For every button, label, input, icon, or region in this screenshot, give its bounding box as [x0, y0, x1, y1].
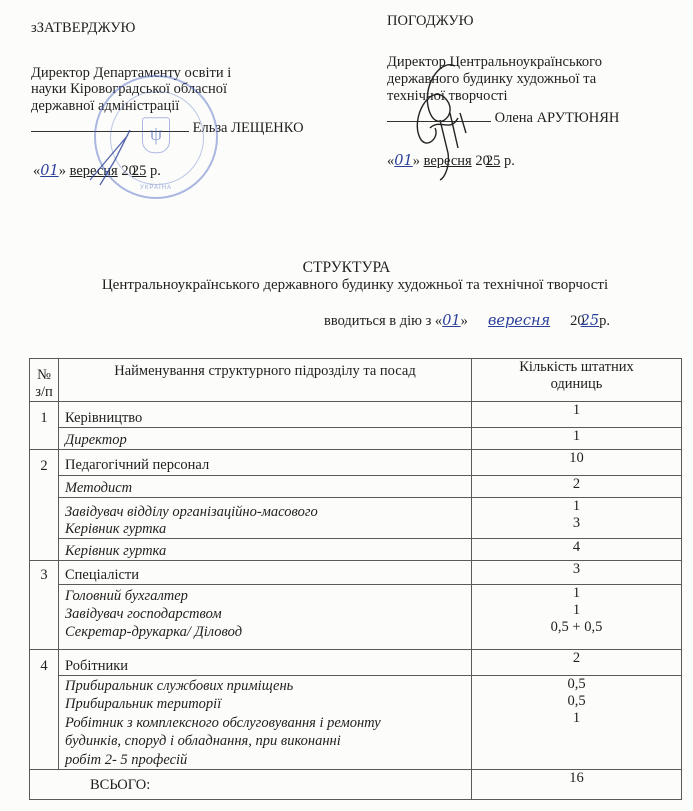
section-name: Робітники — [59, 649, 472, 675]
approve-heading: зЗАТВЕРДЖУЮ — [31, 20, 136, 36]
position-name — [59, 584, 472, 649]
position-qty: 4 — [472, 538, 682, 560]
table-total-row — [30, 770, 682, 800]
section-num: 3 — [30, 560, 59, 584]
qty-line: 1 — [572, 497, 581, 514]
position-qty — [472, 584, 682, 649]
effective-date — [324, 313, 610, 330]
approve-date-month: вересня — [69, 163, 118, 179]
effective-prefix: вводиться в дію з « — [324, 313, 443, 329]
position-line: Прибиральник території — [65, 696, 222, 712]
table-row — [30, 475, 682, 497]
signature-mark-agree — [400, 58, 480, 183]
position-qty — [472, 675, 682, 770]
header-num-line1: № — [37, 367, 51, 383]
empty-num-cell — [30, 475, 59, 497]
position-line: будинків, споруд і обладнання, при виконанні — [65, 733, 341, 749]
position-name: Керівник гуртка — [59, 538, 472, 560]
table-row — [30, 538, 682, 560]
approve-signatory: Ельза ЛЕЩЕНКО — [192, 120, 304, 136]
agree-date-month: вересня — [423, 153, 472, 169]
position-line: Керівник гуртка — [65, 520, 167, 537]
header-qty-line1: Кількість штатних — [519, 359, 634, 375]
header-qty — [472, 359, 682, 402]
signature-mark-approve — [80, 125, 140, 195]
approve-date-suffix: р. — [149, 163, 161, 179]
effective-day: 01 — [442, 313, 461, 329]
qty-line: 0,5 + 0,5 — [550, 618, 603, 635]
agree-date-suffix: р. — [503, 153, 515, 169]
quote-close: » — [58, 163, 66, 179]
agree-date-day: 01 — [394, 153, 413, 169]
approve-position-line-1: Директор Департаменту освіти і — [31, 65, 232, 81]
section-num: 1 — [30, 402, 59, 428]
table-row-section — [30, 560, 682, 584]
table-row — [30, 584, 682, 649]
approve-date-year-suffix: 25 — [131, 163, 147, 179]
section-name: Спеціалісти — [59, 560, 472, 584]
document-subtitle: Центральноукраїнського державного будинку художньої та технічної творчості — [101, 277, 609, 293]
document-title: СТРУКТУРА — [302, 259, 391, 276]
position-line: Робітник з комплексного обслуговування і ремонту — [65, 714, 381, 731]
effective-year-suffix: 25 — [580, 313, 600, 329]
section-num: 4 — [30, 649, 59, 675]
section-qty: 10 — [472, 450, 682, 476]
position-line: робіт 2- 5 професій — [65, 751, 188, 768]
agree-heading: ПОГОДЖУЮ — [387, 13, 474, 29]
qty-line: 1 — [572, 709, 581, 726]
position-name — [59, 497, 472, 538]
qty-line: 1 — [572, 584, 581, 601]
header-qty-line2: одиниць — [550, 376, 603, 392]
section-qty: 3 — [472, 560, 682, 584]
section-name: Керівництво — [59, 402, 472, 428]
approve-position-line-3: державної адміністрації — [31, 98, 180, 114]
table-row-section — [30, 450, 682, 476]
position-line: Завідувач відділу організаційно-масового — [65, 503, 318, 520]
empty-num-cell — [30, 428, 59, 450]
header-num — [30, 359, 59, 402]
position-qty: 1 — [472, 428, 682, 450]
position-name: Директор — [59, 428, 472, 450]
table-row — [30, 675, 682, 770]
agree-position-line-2: державного будинку художньої та — [387, 71, 597, 87]
position-line: Головний бухгалтер — [65, 587, 188, 604]
position-name — [59, 675, 472, 770]
agree-date-year-prefix: 20 — [475, 153, 490, 169]
position-line: Секретар-друкарка/ Діловод — [65, 623, 243, 640]
header-name: Найменування структурного підрозділу та посад — [59, 359, 472, 402]
total-qty: 16 — [472, 770, 682, 800]
qty-line: 0,5 — [567, 692, 586, 709]
quote-open: « — [33, 163, 41, 179]
table-row-section — [30, 649, 682, 675]
table-header-row — [30, 359, 682, 402]
position-qty — [472, 497, 682, 538]
effective-suffix: р. — [599, 313, 610, 329]
empty-num-cell — [30, 675, 59, 770]
header-num-line2: з/п — [35, 384, 53, 400]
table-row — [30, 428, 682, 450]
approve-date-day: 01 — [40, 163, 59, 179]
position-name: Методист — [59, 475, 472, 497]
position-line: Завідувач господарством — [65, 605, 222, 622]
section-qty: 2 — [472, 649, 682, 675]
agree-position-line-3: технічної творчості — [387, 88, 508, 104]
trident-icon: ψ — [142, 117, 170, 153]
effective-year-prefix: 20 — [570, 313, 585, 329]
qty-line: 0,5 — [567, 675, 586, 692]
position-line: Прибиральник службових приміщень — [65, 677, 294, 694]
section-qty: 1 — [472, 402, 682, 428]
qty-line: 3 — [572, 514, 581, 531]
qty-line: 1 — [572, 601, 581, 618]
approve-signature-line — [31, 120, 304, 137]
agree-signatory: Олена АРУТЮНЯН — [494, 110, 620, 126]
approve-date-year-prefix: 20 — [121, 163, 136, 179]
effective-month: вересня — [487, 313, 551, 329]
stamp-text: УКРАЇНА — [140, 185, 172, 191]
empty-num-cell — [30, 584, 59, 649]
table-row — [30, 497, 682, 538]
effective-mid: » — [460, 313, 468, 329]
empty-num-cell — [30, 497, 59, 538]
agree-position-line-1: Директор Центральноукраїнського — [387, 54, 602, 70]
quote-close: » — [412, 153, 420, 169]
position-qty: 2 — [472, 475, 682, 497]
table-row-section — [30, 402, 682, 428]
section-num: 2 — [30, 450, 59, 476]
structure-table — [29, 358, 682, 800]
agree-date-year-suffix: 25 — [485, 153, 501, 169]
approve-position-line-2: науки Кіровоградської обласної — [31, 81, 228, 97]
empty-num-cell — [30, 538, 59, 560]
total-label: ВСЬОГО: — [30, 770, 472, 800]
section-name: Педагогічний персонал — [59, 450, 472, 476]
quote-open: « — [387, 153, 395, 169]
